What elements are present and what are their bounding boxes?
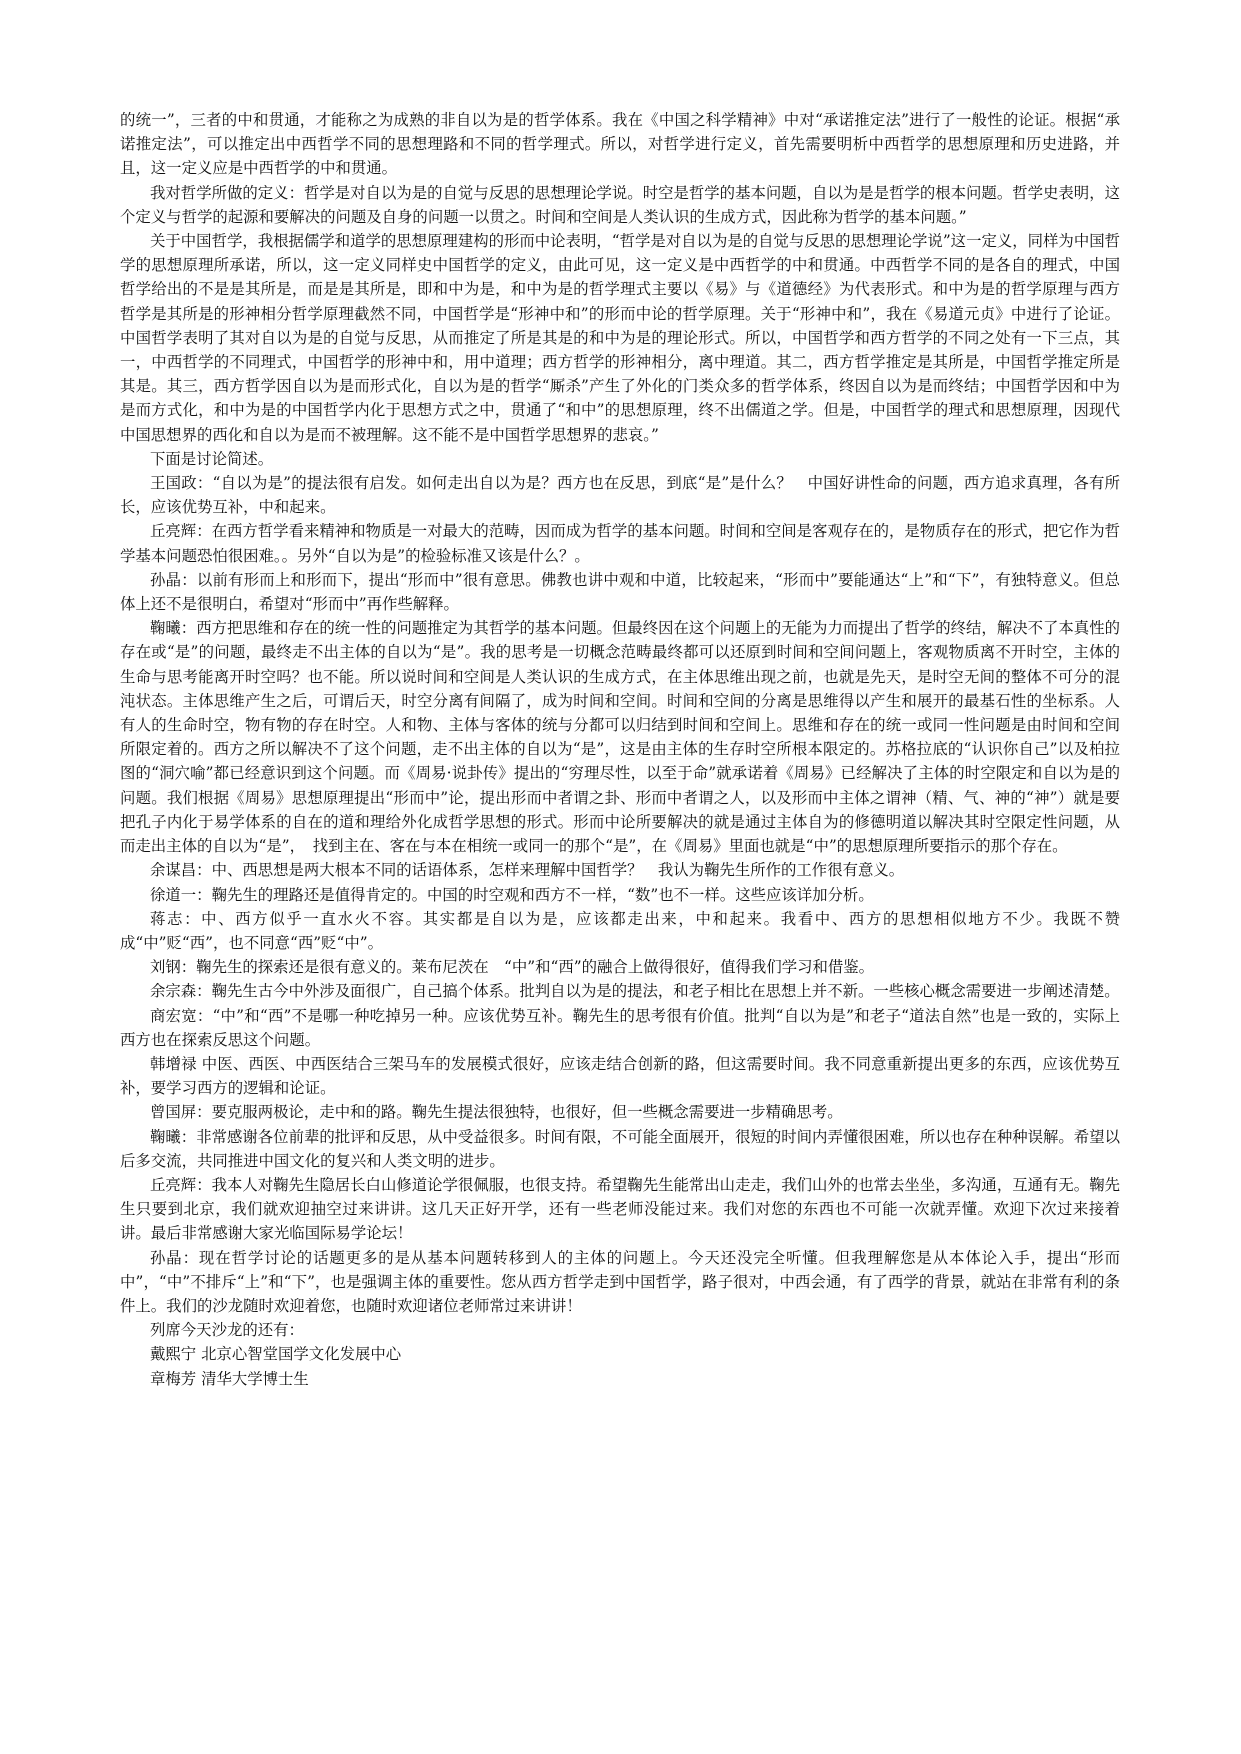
paragraph: 关于中国哲学，我根据儒学和道学的思想原理建构的形而中论表明，“哲学是对自以为是的自觉与反思的思想理论学说”这一定义，同样为中国哲学的思想原理所承诺，所以，这一定义同样史中国哲学的定义，由此可见，这一定义是中西哲学的中和贯通。中西哲学不同的是各自的理式，中国哲学给出的不是是其所是，而是是其所是，即和中为是，和中为是的哲学理式主要以《易》与《道德经》为代表形式。和中为是的哲学原理与西方哲学是其所是的形神相分哲学原理截然不同，中国哲学是“形神中和”的形而中论的哲学原理。关于“形神中和”，我在《易道元贞》中进行了论证。中国哲学表明了其对自以为是的自觉与反思，从而推定了所是其是的和中为是的理论形式。所以，中国哲学和西方哲学的不同之处有一下三点，其一，中西哲学的不同理式，中国哲学的形神中和，用中道理；西方哲学的形神相分，离中理道。其二，西方哲学推定是其所是，中国哲学推定所是其是。其三，西方哲学因自以为是而形式化，自以为是的哲学“厮杀”产生了外化的门类众多的哲学体系，终因自以为是而终结；中国哲学因和中为是而方式化，和中为是的中国哲学内化于思想方式之中，贯通了“和中”的思想原理，终不出儒道之学。但是，中国哲学的理式和思想原理，因现代中国思想界的西化和自以为是而不被理解。这不能不是中国哲学思想界的悲哀。” [120, 232, 1120, 444]
attendee-line: 戴熙宁 北京心智堂国学文化发展中心 [150, 1345, 402, 1364]
document-body [120, 108, 1120, 1391]
paragraph: 丘亮辉：在西方哲学看来精神和物质是一对最大的范畴，因而成为哲学的基本问题。时间和空间是客观存在的，是物质存在的形式，把它作为哲学基本问题恐怕很困难。。另外“自以为是”的检验标准又该是什么？。 [120, 522, 1120, 565]
paragraph: 徐道一：鞠先生的理路还是值得肯定的。中国的时空观和西方不一样，“数”也不一样。这些应该详加分析。 [150, 885, 874, 904]
attendee-line: 章梅芳 清华大学博士生 [150, 1369, 309, 1388]
paragraph: 蒋志：中、西方似乎一直水火不容。其实都是自以为是，应该都走出来，中和起来。我看中、西方的思想相似地方不少。我既不赞成“中”贬“西”，也不同意“西”贬“中”。 [120, 909, 1120, 952]
paragraph: 韩增禄 中医、西医、中西医结合三架马车的发展模式很好，应该走结合创新的路，但这需要时间。我不同意重新提出更多的东西，应该优势互补，要学习西方的逻辑和论证。 [120, 1054, 1120, 1098]
paragraph: 丘亮辉：我本人对鞠先生隐居长白山修道论学很佩服，也很支持。希望鞠先生能常出山走走，我们山外的也常去坐坐，多沟通，互通有无。鞠先生只要到北京，我们就欢迎抽空过来讲讲。这几天正好开学，还有一些老师没能过来。我们对您的东西也不可能一次就弄懂。欢迎下次过来接着讲。最后非常感谢大家光临国际易学论坛！ [120, 1175, 1120, 1243]
paragraph: 孙晶：现在哲学讨论的话题更多的是从基本问题转移到人的主体的问题上。今天还没完全听懂。但我理解您是从本体论入手，提出“形而中”，“中”不排斥“上”和“下”，也是强调主体的重要性。您从西方哲学走到中国哲学，路子很对，中西会通，有了西学的背景，就站在非常有利的条件上。我们的沙龙随时欢迎着您，也随时欢迎诸位老师常过来讲讲！ [120, 1248, 1120, 1315]
paragraph: 余谋昌：中、西思想是两大根本不同的话语体系，怎样来理解中国哲学？ 我认为鞠先生所作的工作很有意义。 [150, 861, 905, 880]
paragraph: 下面是讨论简述。 [150, 449, 274, 468]
paragraph: 我对哲学所做的定义：哲学是对自以为是的自觉与反思的思想理论学说。时空是哲学的基本问题，自以为是是哲学的根本问题。哲学史表明，这个定义与哲学的起源和要解决的问题及自身的问题一以贯之。时间和空间是人类认识的生成方式，因此称为哲学的基本问题。” [120, 183, 1120, 226]
paragraph: 曾国屏：要克服两极论，走中和的路。鞠先生提法很独特，也很好，但一些概念需要进一步精确思考。 [150, 1103, 843, 1122]
paragraph: 刘钢：鞠先生的探索还是很有意义的。莱布尼茨在 “中”和“西”的融合上做得很好，值得我们学习和借鉴。 [150, 958, 875, 977]
paragraph: 余宗森：鞠先生古今中外涉及面很广，自己搞个体系。批判自以为是的提法，和老子相比在思想上并不新。一些核心概念需要进一步阐述清楚。 [150, 982, 1120, 1001]
paragraph: 孙晶：以前有形而上和形而下，提出“形而中”很有意思。佛教也讲中观和中道，比较起来，“形而中”要能通达“上”和“下”，有独特意义。但总体上还不是很明白，希望对“形而中”再作些解释。 [120, 570, 1120, 614]
paragraph: 列席今天沙龙的还有： [150, 1321, 304, 1340]
paragraph: 的统一”，三者的中和贯通，才能称之为成熟的非自以为是的哲学体系。我在《中国之科学精神》中对“承诺推定法”进行了一般性的论证。根据“承诺推定法”，可以推定出中西哲学不同的思想理路和不同的哲学理式。所以，对哲学进行定义，首先需要明析中西哲学的思想原理和历史进路，并且，这一定义应是中西哲学的中和贯通。 [120, 111, 1120, 178]
paragraph: 王国政：“自以为是”的提法很有启发。如何走出自以为是？西方也在反思，到底“是”是什么？ 中国好讲性命的问题，西方追求真理，各有所长，应该优势互补，中和起来。 [120, 474, 1120, 517]
paragraph: 商宏宽：“中”和“西”不是哪一种吃掉另一种。应该优势互补。鞠先生的思考很有价值。批判“自以为是”和老子“道法自然”也是一致的，实际上西方也在探索反思这个问题。 [120, 1006, 1120, 1049]
paragraph: 鞠曦：非常感谢各位前辈的批评和反思，从中受益很多。时间有限，不可能全面展开，很短的时间内弄懂很困难，所以也存在种种误解。希望以后多交流，共同推进中国文化的复兴和人类文明的进步。 [120, 1127, 1120, 1170]
paragraph: 鞠曦：西方把思维和存在的统一性的问题推定为其哲学的基本问题。但最终因在这个问题上的无能为力而提出了哲学的终结，解决不了本真性的存在或“是”的问题，最终走不出主体的自以为“是”。我的思考是一切概念范畴最终都可以还原到时间和空间问题上，客观物质离不开时空，主体的生命与思考能离开时空吗？也不能。所以说时间和空间是人类认识的生成方式，在主体思维出现之前，也就是先天，是时空无间的整体不可分的混沌状态。主体思维产生之后，可谓后天，时空分离有间隔了，成为时间和空间。时间和空间的分离是思维得以产生和展开的最基石性的坐标系。人有人的生命时空，物有物的存在时空。人和物、主体与客体的统与分都可以归结到时间和空间上。思维和存在的统一或同一性问题是由时间和空间所限定着的。西方之所以解决不了这个问题，走不出主体的自以为“是”，这是由主体的生存时空所根本限定的。苏格拉底的“认识你自己”以及柏拉图的“洞穴喻”都已经意识到这个问题。而《周易·说卦传》提出的“穷理尽性，以至于命”就承诺着《周易》已经解决了主体的时空限定和自以为是的问题。我们根据《周易》思想原理提出“形而中”论，提出形而中者谓之卦、形而中者谓之人，以及形而中主体之谓神（精、气、神的“神”）就是要把孔子内化于易学体系的自在的道和理给外化成哲学思想的形式。形而中论所要解决的就是通过主体自为的修德明道以解决其时空限定性问题，从而走出主体的自以为“是”， 找到主在、客在与本在相统一或同一的那个“是”，在《周易》里面也就是“中”的思想原理所要指示的那个存在。 [120, 619, 1120, 856]
